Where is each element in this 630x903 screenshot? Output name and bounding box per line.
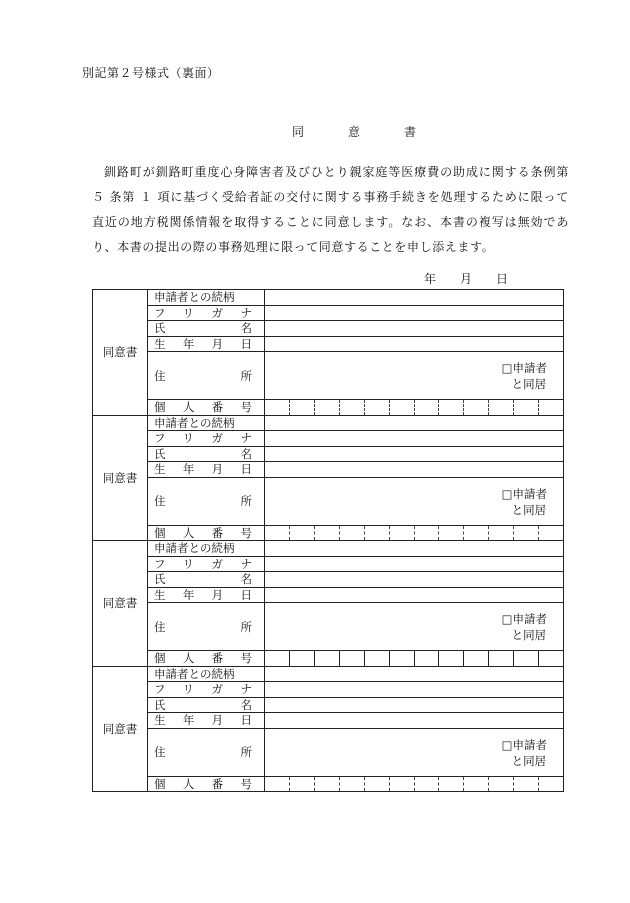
field-label-address: 住所 bbox=[148, 728, 265, 776]
cohabit-label-line1: □申請者 bbox=[501, 612, 547, 626]
digit-box[interactable] bbox=[314, 777, 339, 792]
digit-box[interactable] bbox=[339, 651, 364, 666]
digit-box[interactable] bbox=[265, 400, 289, 415]
digit-box[interactable] bbox=[488, 651, 513, 666]
address-field[interactable] bbox=[265, 352, 564, 400]
individual-number-boxes bbox=[265, 526, 563, 541]
field-label-birth: 生年月日 bbox=[148, 713, 265, 729]
consent-row-birth bbox=[93, 462, 564, 478]
name-field[interactable] bbox=[265, 572, 564, 588]
field-label-name: 氏名 bbox=[148, 697, 265, 713]
individual-number-field[interactable] bbox=[265, 525, 564, 541]
date-line bbox=[424, 270, 508, 287]
digit-box[interactable] bbox=[463, 651, 488, 666]
furigana-field[interactable] bbox=[265, 556, 564, 572]
digit-box[interactable] bbox=[438, 526, 463, 541]
consent-row-furigana bbox=[93, 556, 564, 572]
field-label-furigana: フリガナ bbox=[148, 305, 265, 321]
digit-box[interactable] bbox=[513, 526, 538, 541]
field-label-furigana: フリガナ bbox=[148, 682, 265, 698]
consent-block-label: 同意書 bbox=[93, 415, 148, 541]
digit-box[interactable] bbox=[513, 777, 538, 792]
individual-number-boxes bbox=[265, 651, 563, 666]
digit-box[interactable] bbox=[414, 777, 439, 792]
digit-box[interactable] bbox=[389, 400, 414, 415]
cohabit-checkbox[interactable] bbox=[502, 360, 547, 392]
consent-row-furigana bbox=[93, 431, 564, 447]
digit-box[interactable] bbox=[314, 526, 339, 541]
cohabit-checkbox[interactable] bbox=[502, 611, 547, 643]
field-label-relation: 申請者との続柄 bbox=[148, 290, 265, 306]
cohabit-label-line1: □申請者 bbox=[501, 361, 547, 375]
digit-box[interactable] bbox=[289, 400, 314, 415]
address-field[interactable] bbox=[265, 603, 564, 651]
digit-box[interactable] bbox=[414, 526, 439, 541]
digit-box[interactable] bbox=[314, 651, 339, 666]
digit-box[interactable] bbox=[463, 526, 488, 541]
consent-row-relation bbox=[93, 290, 564, 306]
consent-table bbox=[92, 289, 564, 792]
digit-box[interactable] bbox=[265, 526, 289, 541]
consent-row-address bbox=[93, 728, 564, 776]
digit-box[interactable] bbox=[538, 777, 563, 792]
form-number-label: 別記第２号様式（裏面） bbox=[82, 66, 220, 80]
digit-box[interactable] bbox=[513, 400, 538, 415]
field-label-number: 個人番号 bbox=[148, 651, 265, 667]
field-label-number: 個人番号 bbox=[148, 400, 265, 416]
relation-field[interactable] bbox=[265, 666, 564, 682]
consent-block-label: 同意書 bbox=[93, 666, 148, 792]
digit-box[interactable] bbox=[289, 526, 314, 541]
name-field[interactable] bbox=[265, 321, 564, 337]
digit-box[interactable] bbox=[389, 526, 414, 541]
cohabit-label-line2: と同居 bbox=[511, 628, 547, 642]
digit-box[interactable] bbox=[339, 526, 364, 541]
individual-number-field[interactable] bbox=[265, 651, 564, 667]
consent-block-label: 同意書 bbox=[93, 290, 148, 416]
furigana-field[interactable] bbox=[265, 305, 564, 321]
digit-box[interactable] bbox=[364, 777, 389, 792]
cohabit-label-line1: □申請者 bbox=[501, 486, 547, 501]
birth-field[interactable] bbox=[265, 462, 564, 478]
digit-box[interactable] bbox=[488, 526, 513, 541]
birth-field[interactable] bbox=[265, 587, 564, 603]
field-label-furigana: フリガナ bbox=[148, 556, 265, 572]
digit-box[interactable] bbox=[364, 400, 389, 415]
digit-box[interactable] bbox=[414, 400, 439, 415]
name-field[interactable] bbox=[265, 697, 564, 713]
name-field[interactable] bbox=[265, 446, 564, 462]
consent-row-number bbox=[93, 776, 564, 792]
digit-box[interactable] bbox=[538, 400, 563, 415]
digit-box[interactable] bbox=[438, 400, 463, 415]
birth-field[interactable] bbox=[265, 336, 564, 352]
cohabit-checkbox[interactable] bbox=[502, 486, 547, 518]
cohabit-label-line1: □申請者 bbox=[501, 737, 547, 752]
digit-box[interactable] bbox=[488, 400, 513, 415]
consent-statement: 釧路町が釧路町重度心身障害者及びひとり親家庭等医療費の助成に関する条例第 ５ 条第 １ 項に基づく受給者証の交付に関する事務手続きを処理するために限って直近の地方税関係情報を取得することに同意します。なお、本書の複写は無効であり、本書の提出の際の事務処理に限って同意することを申し添えます。 bbox=[92, 165, 569, 254]
consent-row-number bbox=[93, 651, 564, 667]
date-day-label: 日 bbox=[496, 272, 509, 286]
digit-box[interactable] bbox=[438, 777, 463, 792]
field-label-birth: 生年月日 bbox=[148, 336, 265, 352]
cohabit-label-line2: と同居 bbox=[511, 502, 547, 517]
consent-row-relation bbox=[93, 666, 564, 682]
consent-row-number bbox=[93, 400, 564, 416]
consent-row-address bbox=[93, 477, 564, 525]
individual-number-boxes bbox=[265, 777, 563, 792]
digit-box[interactable] bbox=[289, 777, 314, 792]
digit-box[interactable] bbox=[538, 526, 563, 541]
field-label-address: 住所 bbox=[148, 477, 265, 525]
digit-box[interactable] bbox=[463, 400, 488, 415]
consent-row-name bbox=[93, 572, 564, 588]
individual-number-boxes bbox=[265, 400, 563, 415]
relation-field[interactable] bbox=[265, 290, 564, 306]
field-label-number: 個人番号 bbox=[148, 776, 265, 792]
digit-box[interactable] bbox=[364, 651, 389, 666]
consent-row-furigana bbox=[93, 682, 564, 698]
field-label-furigana: フリガナ bbox=[148, 431, 265, 447]
field-label-name: 氏名 bbox=[148, 321, 265, 337]
consent-block-label: 同意書 bbox=[93, 541, 148, 667]
individual-number-field[interactable] bbox=[265, 776, 564, 792]
document-title: 同 意 書 bbox=[292, 125, 433, 139]
consent-row-relation bbox=[93, 415, 564, 431]
digit-box[interactable] bbox=[389, 651, 414, 666]
consent-row-birth bbox=[93, 336, 564, 352]
digit-box[interactable] bbox=[438, 651, 463, 666]
cohabit-label-line2: と同居 bbox=[511, 753, 547, 768]
digit-box[interactable] bbox=[364, 526, 389, 541]
digit-box[interactable] bbox=[289, 651, 314, 666]
consent-row-name bbox=[93, 321, 564, 337]
consent-row-address bbox=[93, 603, 564, 651]
consent-row-relation bbox=[93, 541, 564, 557]
date-month-label: 月 bbox=[460, 272, 473, 286]
individual-number-field[interactable] bbox=[265, 400, 564, 416]
furigana-field[interactable] bbox=[265, 682, 564, 698]
field-label-relation: 申請者との続柄 bbox=[148, 541, 265, 557]
cohabit-checkbox[interactable] bbox=[502, 737, 547, 769]
address-field[interactable] bbox=[265, 477, 564, 525]
date-year-label: 年 bbox=[424, 272, 437, 286]
consent-row-address bbox=[93, 352, 564, 400]
field-label-name: 氏名 bbox=[148, 446, 265, 462]
digit-box[interactable] bbox=[463, 777, 488, 792]
address-field[interactable] bbox=[265, 728, 564, 776]
field-label-address: 住所 bbox=[148, 603, 265, 651]
field-label-birth: 生年月日 bbox=[148, 462, 265, 478]
field-label-name: 氏名 bbox=[148, 572, 265, 588]
digit-box[interactable] bbox=[513, 651, 538, 666]
digit-box[interactable] bbox=[414, 651, 439, 666]
consent-row-name bbox=[93, 446, 564, 462]
digit-box[interactable] bbox=[314, 400, 339, 415]
digit-box[interactable] bbox=[265, 651, 289, 666]
consent-row-birth bbox=[93, 713, 564, 729]
relation-field[interactable] bbox=[265, 541, 564, 557]
field-label-relation: 申請者との続柄 bbox=[148, 666, 265, 682]
digit-box[interactable] bbox=[389, 777, 414, 792]
birth-field[interactable] bbox=[265, 713, 564, 729]
consent-row-furigana bbox=[93, 305, 564, 321]
digit-box[interactable] bbox=[339, 400, 364, 415]
field-label-address: 住所 bbox=[148, 352, 265, 400]
consent-row-number bbox=[93, 525, 564, 541]
cohabit-label-line2: と同居 bbox=[511, 377, 547, 391]
digit-box[interactable] bbox=[265, 777, 289, 792]
digit-box[interactable] bbox=[538, 651, 563, 666]
field-label-number: 個人番号 bbox=[148, 525, 265, 541]
furigana-field[interactable] bbox=[265, 431, 564, 447]
digit-box[interactable] bbox=[339, 777, 364, 792]
relation-field[interactable] bbox=[265, 415, 564, 431]
consent-row-name bbox=[93, 697, 564, 713]
field-label-relation: 申請者との続柄 bbox=[148, 415, 265, 431]
field-label-birth: 生年月日 bbox=[148, 587, 265, 603]
consent-row-birth bbox=[93, 587, 564, 603]
digit-box[interactable] bbox=[488, 777, 513, 792]
